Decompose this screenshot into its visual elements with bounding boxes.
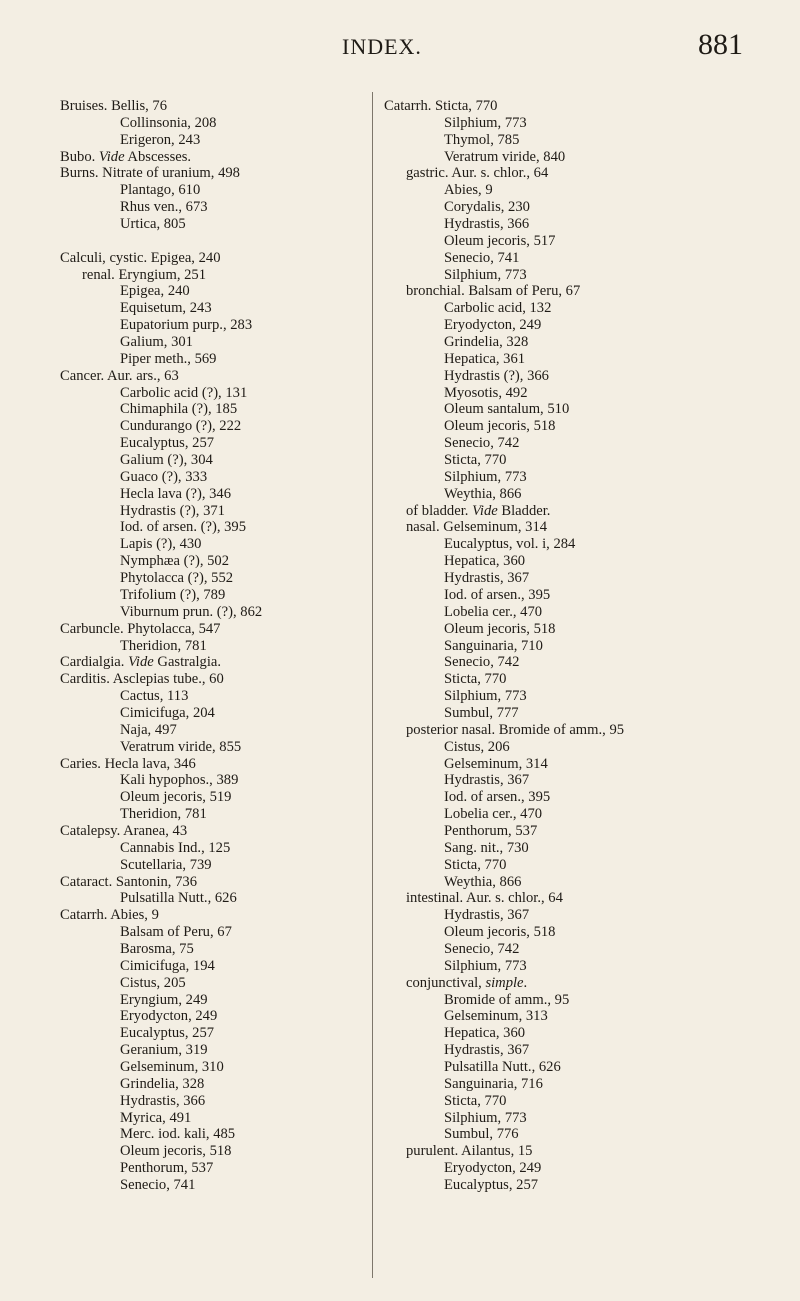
index-entry: Oleum jecoris, 518 xyxy=(444,418,556,435)
index-column-right xyxy=(384,98,784,1194)
index-entry: Theridion, 781 xyxy=(120,806,207,823)
index-entry: Catalepsy. Aranea, 43 xyxy=(60,822,188,839)
index-entry: Sticta, 770 xyxy=(444,671,507,688)
index-entry: Eucalyptus, 257 xyxy=(120,1025,215,1042)
index-entry: Myrica, 491 xyxy=(120,1109,192,1126)
index-entry: Hydrastis, 367 xyxy=(444,772,530,789)
index-entry: Gelseminum, 313 xyxy=(444,1008,548,1025)
index-entry: Senecio, 742 xyxy=(444,435,520,452)
index-entry: Cancer. Aur. ars., 63 xyxy=(60,367,179,384)
index-entry: Geranium, 319 xyxy=(120,1042,208,1059)
index-entry: Barosma, 75 xyxy=(120,940,194,957)
index-entry: Oleum jecoris, 517 xyxy=(444,232,556,249)
index-entry: Bubo. Vide Abscesses. xyxy=(60,148,192,165)
index-entry: Iod. of arsen., 395 xyxy=(444,789,551,806)
index-entry: Senecio, 741 xyxy=(444,249,520,266)
index-entry: renal. Eryngium, 251 xyxy=(82,266,207,283)
index-entry: Hecla lava (?), 346 xyxy=(120,485,232,502)
index-entry: Silphium, 773 xyxy=(444,114,527,131)
index-entry: Abies, 9 xyxy=(444,182,493,199)
index-entry: Sticta, 770 xyxy=(444,856,507,873)
index-entry: Lapis (?), 430 xyxy=(120,536,202,553)
index-entry: Cistus, 205 xyxy=(120,974,186,991)
index-entry: Sumbul, 776 xyxy=(444,1126,519,1143)
index-entry: Hydrastis (?), 366 xyxy=(444,367,549,384)
index-entry: Erigeron, 243 xyxy=(120,131,201,148)
index-entry: Eryodycton, 249 xyxy=(444,1160,542,1177)
index-column-left xyxy=(60,98,378,1194)
index-entry: Equisetum, 243 xyxy=(120,300,212,317)
index-entry: Hepatica, 360 xyxy=(444,553,526,570)
index-entry: Eryngium, 249 xyxy=(120,991,208,1008)
index-entry: Cardialgia. Vide Gastralgia. xyxy=(60,654,222,671)
index-entry: Thymol, 785 xyxy=(444,131,520,148)
index-entry: Myosotis, 492 xyxy=(444,384,528,401)
index-entry: Senecio, 741 xyxy=(120,1177,196,1193)
index-entry: intestinal. Aur. s. chlor., 64 xyxy=(406,890,563,907)
index-entry: Oleum jecoris, 518 xyxy=(444,924,556,941)
index-entry: Senecio, 742 xyxy=(444,940,520,957)
index-entry: Cimicifuga, 204 xyxy=(120,704,215,721)
index-entry: Cimicifuga, 194 xyxy=(120,957,215,974)
index-entry: Bromide of amm., 95 xyxy=(444,991,570,1008)
index-entry: Lobelia cer., 470 xyxy=(444,603,543,620)
index-entry: Urtica, 805 xyxy=(120,216,186,233)
index-entry: gastric. Aur. s. chlor., 64 xyxy=(406,165,549,182)
index-entry: Oleum jecoris, 518 xyxy=(444,620,556,637)
index-entry: Veratrum viride, 855 xyxy=(120,738,242,755)
index-entry: Viburnum prun. (?), 862 xyxy=(120,603,263,620)
index-entry: Silphium, 773 xyxy=(444,266,527,283)
index-entry: Lobelia cer., 470 xyxy=(444,806,543,823)
index-entry: Silphium, 773 xyxy=(444,1109,527,1126)
index-entry: Oleum santalum, 510 xyxy=(444,401,570,418)
index-entry: Rhus ven., 673 xyxy=(120,199,208,216)
index-entry: Oleum jecoris, 518 xyxy=(120,1143,232,1160)
index-entry: Pulsatilla Nutt., 626 xyxy=(120,890,237,907)
index-entry: Sanguinaria, 710 xyxy=(444,637,543,654)
index-entry: Sticta, 770 xyxy=(444,1092,507,1109)
index-entry: Cataract. Santonin, 736 xyxy=(60,873,197,890)
index-entry: nasal. Gelseminum, 314 xyxy=(406,519,548,536)
index-entry: Carbolic acid (?), 131 xyxy=(120,384,248,401)
index-entry: Hydrastis, 366 xyxy=(444,216,530,233)
index-entry: Corydalis, 230 xyxy=(444,199,530,216)
index-entry: Guaco (?), 333 xyxy=(120,468,208,485)
index-entry: Hepatica, 361 xyxy=(444,350,526,367)
index-entry: Carbolic acid, 132 xyxy=(444,300,552,317)
index-entry: Plantago, 610 xyxy=(120,182,201,199)
index-entry: Bruises. Bellis, 76 xyxy=(60,98,168,114)
index-entry: of bladder. Vide Bladder. xyxy=(406,502,551,519)
index-entry: Pulsatilla Nutt., 626 xyxy=(444,1058,561,1075)
index-entry: Silphium, 773 xyxy=(444,957,527,974)
index-entry: Carbuncle. Phytolacca, 547 xyxy=(60,620,221,637)
column-divider xyxy=(372,92,373,1278)
index-entry: Galium (?), 304 xyxy=(120,452,213,469)
index-entry: Iod. of arsen. (?), 395 xyxy=(120,519,247,536)
index-entry: Carditis. Asclepias tube., 60 xyxy=(60,671,224,688)
index-entry: Phytolacca (?), 552 xyxy=(120,570,234,587)
index-entry: Sanguinaria, 716 xyxy=(444,1075,543,1092)
index-entry: conjunctival, simple. xyxy=(406,974,528,991)
index-entry: Silphium, 773 xyxy=(444,688,527,705)
running-title: INDEX. xyxy=(342,34,422,59)
index-entry: Galium, 301 xyxy=(120,334,193,351)
index-entry: Eucalyptus, 257 xyxy=(120,435,215,452)
index-entry: Eucalyptus, 257 xyxy=(444,1177,539,1193)
index-entry: Naja, 497 xyxy=(120,721,177,738)
index-entry: Theridion, 781 xyxy=(120,637,207,654)
index-entry: Veratrum viride, 840 xyxy=(444,148,566,165)
index-entry: Cundurango (?), 222 xyxy=(120,418,242,435)
index-entry: Senecio, 742 xyxy=(444,654,520,671)
index-entry: Grindelia, 328 xyxy=(444,334,529,351)
index-entry: posterior nasal. Bromide of amm., 95 xyxy=(406,721,625,738)
index-entry: Hydrastis, 366 xyxy=(120,1092,206,1109)
index-entry: purulent. Ailantus, 15 xyxy=(406,1143,533,1160)
index-entry: Gelseminum, 314 xyxy=(444,755,548,772)
index-entry: Grindelia, 328 xyxy=(120,1075,205,1092)
index-entry: Caries. Hecla lava, 346 xyxy=(60,755,196,772)
page-header xyxy=(0,28,800,64)
index-entry: Catarrh. Sticta, 770 xyxy=(384,98,498,114)
index-entry: Sticta, 770 xyxy=(444,452,507,469)
index-entry: Eucalyptus, vol. i, 284 xyxy=(444,536,576,553)
index-entry: Scutellaria, 739 xyxy=(120,856,212,873)
index-entry: Chimaphila (?), 185 xyxy=(120,401,238,418)
index-entry: Piper meth., 569 xyxy=(120,350,217,367)
index-entry: Cannabis Ind., 125 xyxy=(120,839,231,856)
index-entry: Cistus, 206 xyxy=(444,738,510,755)
index-entry: bronchial. Balsam of Peru, 67 xyxy=(406,283,581,300)
index-entry: Hydrastis (?), 371 xyxy=(120,502,225,519)
index-entry: Penthorum, 537 xyxy=(120,1160,214,1177)
index-entry: Hydrastis, 367 xyxy=(444,570,530,587)
index-entry: Eupatorium purp., 283 xyxy=(120,317,253,334)
index-entry: Nymphæa (?), 502 xyxy=(120,553,230,570)
index-entry: Weythia, 866 xyxy=(444,485,522,502)
index-entry: Catarrh. Abies, 9 xyxy=(60,907,159,924)
index-entry: Epigea, 240 xyxy=(120,283,190,300)
index-entry: Hydrastis, 367 xyxy=(444,907,530,924)
index-entry: Merc. iod. kali, 485 xyxy=(120,1126,236,1143)
index-entry: Sumbul, 777 xyxy=(444,704,519,721)
index-entry: Burns. Nitrate of uranium, 498 xyxy=(60,165,240,182)
index-entry: Sang. nit., 730 xyxy=(444,839,529,856)
index-entry: Balsam of Peru, 67 xyxy=(120,924,232,941)
index-entry: Silphium, 773 xyxy=(444,468,527,485)
index-entry: Eryodycton, 249 xyxy=(444,317,542,334)
index-entry: Calculi, cystic. Epigea, 240 xyxy=(60,249,221,266)
index-entry: Cactus, 113 xyxy=(120,688,189,705)
index-entry: Hydrastis, 367 xyxy=(444,1042,530,1059)
index-entry: Eryodycton, 249 xyxy=(120,1008,218,1025)
index-entry: Collinsonia, 208 xyxy=(120,114,217,131)
index-entry: Weythia, 866 xyxy=(444,873,522,890)
index-entry: Oleum jecoris, 519 xyxy=(120,789,232,806)
index-entry: Gelseminum, 310 xyxy=(120,1058,224,1075)
index-entry: Trifolium (?), 789 xyxy=(120,586,226,603)
index-entry: Iod. of arsen., 395 xyxy=(444,586,551,603)
index-entry xyxy=(60,233,378,250)
index-entry: Kali hypophos., 389 xyxy=(120,772,239,789)
index-entry: Penthorum, 537 xyxy=(444,822,538,839)
index-entry: Hepatica, 360 xyxy=(444,1025,526,1042)
page-number: 881 xyxy=(698,28,743,61)
